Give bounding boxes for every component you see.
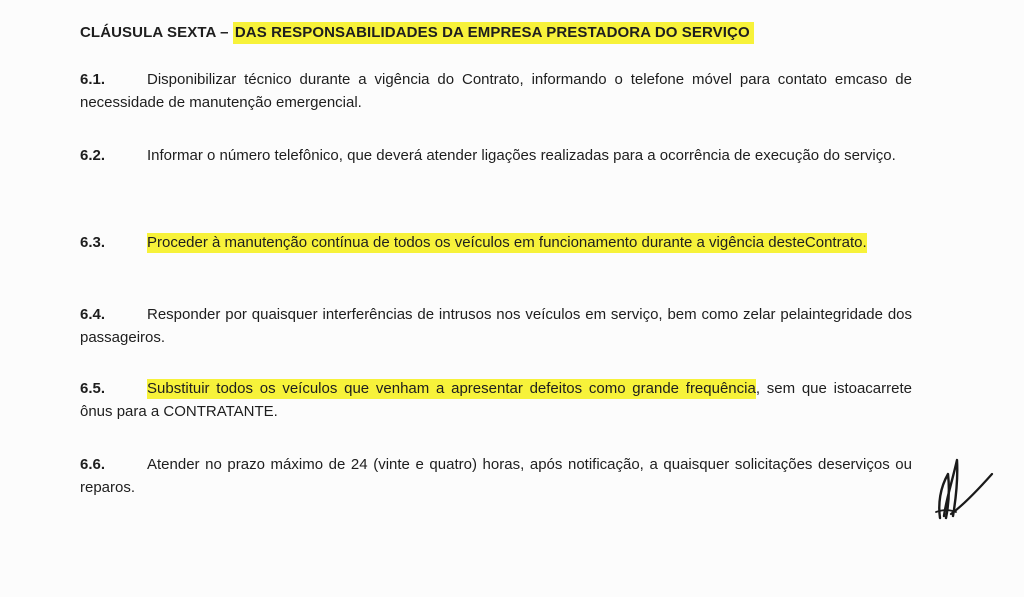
clause-number: 6.1. (80, 71, 106, 88)
handwritten-initials-signature (926, 452, 996, 524)
clause-text: Disponibilizar técnico durante a vigência do Contrato, informando o telefone móvel para contato emcaso de necessidade de manutenção emergencial. (80, 71, 912, 111)
clause-text: , sem que istoacarrete ônus para a CONTRATANTE. (80, 380, 912, 420)
clause-highlighted-text: Proceder à manutenção contínua de todos os veículos em funcionamento durante a vigência desteContrato. (147, 234, 867, 251)
clause-text: Atender no prazo máximo de 24 (vinte e quatro) horas, após notificação, a quaisquer solicitações deserviços ou reparos. (80, 456, 912, 496)
clause-heading (80, 24, 754, 41)
clause-text: Informar o número telefônico, que deverá atender ligações realizadas para a ocorrência de execução do serviço. (147, 147, 896, 164)
clause-highlighted-text: Substituir todos os veículos que venham a apresentar defeitos como grande frequência (147, 380, 756, 397)
clause-text: Responder por quaisquer interferências de intrusos nos veículos em serviço, bem como zelar pelaintegridade dos passageiros. (80, 306, 912, 346)
clause-number: 6.6. (80, 456, 106, 473)
heading-title: DAS RESPONSABILIDADES DA EMPRESA PRESTADORA DO SERVIÇO (233, 22, 754, 44)
clause-number: 6.5. (80, 380, 106, 397)
clause-6-6 (80, 453, 912, 499)
clause-6-1 (80, 68, 912, 114)
clause-6-3 (80, 231, 912, 254)
clause-number: 6.2. (80, 147, 106, 164)
clause-number: 6.4. (80, 306, 106, 323)
clause-6-5 (80, 377, 912, 423)
heading-label: CLÁUSULA SEXTA – (80, 24, 229, 41)
clause-6-4 (80, 303, 912, 349)
clause-6-2 (80, 144, 912, 167)
clause-number: 6.3. (80, 234, 106, 251)
